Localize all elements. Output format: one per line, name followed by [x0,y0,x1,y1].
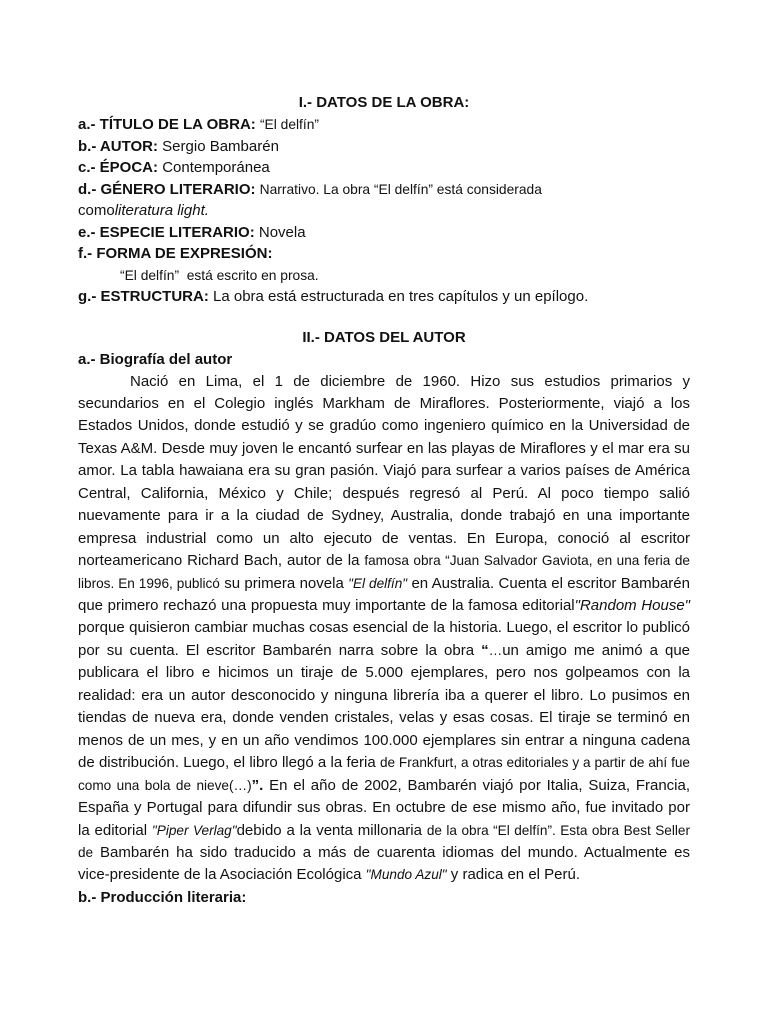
bio-text-3: su primera novela [219,574,349,592]
genero-cont-italic: literatura light. [114,202,209,219]
section-gap [78,308,690,327]
bio-text-15: debido a la venta millonaria [236,821,427,839]
bio-text-5: en Australia. Cuenta el escritor Bambarén que primero rechazó una propuesta muy importante de la famosa editorial [78,574,690,615]
autor-value: Sergio Bambarén [162,137,279,155]
bio-text-16: de la obra “El delfín”. Esta obra Best Seller de [78,822,690,861]
epoca-row [78,157,690,179]
genero-continuation [78,200,690,222]
forma-row [78,243,690,265]
especie-value: Novela [258,223,306,241]
genero-label: d.- GÉNERO LITERARIO: [78,180,256,198]
especie-row [78,222,690,244]
bio-text-13: En el año de 2002, Bambarén viajó por Italia, Suiza, Francia, España y Portugal para difundir sus obras. En octubre de ese mismo año, fue invitado por la editorial [78,776,691,839]
produccion-heading: b.- Producción literaria: [78,888,247,906]
epoca-value: Contemporánea [162,159,270,176]
bio-text-19: y radica en el Perú. [446,866,581,884]
genero-cont-prefix: como [78,202,115,219]
bio-text-7: porque quisieron cambiar muchas cosas esencial de la historia. Luego, el escritor lo publicó por su cuenta. El escritor Bambarén narra sobre la obra [78,619,690,659]
autor-label: b.- AUTOR: [78,137,158,155]
bio-text-11: de Frankfurt, a otras editoriales y a partir de ahí fue como una bola de nieve(…) [78,755,690,793]
section-1-heading: I.- DATOS DE LA OBRA: [298,94,470,111]
bio-book-title: "El delfín" [348,575,408,591]
autor-row [78,136,690,158]
genero-value: Narrativo. La obra “El delfín” está considerada [259,181,542,197]
titulo-row [78,114,690,136]
section-2-heading: II.- DATOS DEL AUTOR [302,328,466,346]
estructura-label: g.- ESTRUCTURA: [78,288,209,305]
epoca-label: c.- ÉPOCA: [78,159,159,176]
bio-close-quote: ”. [251,776,264,794]
bio-publisher-random-house: "Random House" [574,597,690,615]
estructura-row [78,286,690,308]
forma-value: “El delfín” está escrito en prosa. [120,267,319,283]
especie-label: e.- ESPECIE LITERARIO: [78,223,255,241]
bio-open-quote: “ [481,641,489,659]
forma-label: f.- FORMA DE EXPRESIÓN: [78,245,273,262]
biografia-paragraph [78,371,690,887]
bio-mundo-azul: "Mundo Azul" [365,867,447,883]
bio-text-2: famosa obra “Juan Salvador Gaviota, en una feria de libros. En 1996, publicó [78,553,690,591]
bio-text-10: un amigo me animó a que publicara el libro e hicimos un tiraje de 5.000 ejemplares, pero nos golpeamos con la realidad: era un autor desconocido y ninguna librería iba a querer el libro. Lo pusimos en tiendas de nueva era, donde venden cristales, velas y esas cosas. El tiraje se terminó en menos de un mes, y en un año vendimos 100.000 ejemplares sin entrar a ninguna cadena de distribución. Luego, el libro llegó a la feria [78,641,691,772]
titulo-value: “El delfín” [259,117,319,132]
bio-publisher-piper-verlag: "Piper Verlag" [151,822,237,838]
bio-text-1: Nació en Lima, el 1 de diciembre de 1960. Hizo sus estudios primarios y secundarios en el Colegio inglés Markham de Miraflores. Posteriormente, viajó a los Estados Unidos, donde estudió y se gradúo como ingeniero químico en la Universidad de Texas A&M. Desde muy joven le encantó surfear en las playas de Miraflores y el mar era su amor. La tabla hawaiana era su gran pasión. Viajó para surfear a varios países de América Central, California, México y Chile; después regresó al Perú. Al poco tiempo salió nuevamente para ir a la ciudad de Sydney, Australia, donde trabajó en una importante empresa industrial como un alto ejecuto de ventas. En Europa, conoció al escritor norteamericano Richard Bach, autor de la [78,372,690,570]
titulo-label: a.- TÍTULO DE LA OBRA: [78,116,256,133]
biografia-heading: a.- Biografía del autor [78,350,233,368]
bio-ellipsis: … [488,642,503,658]
genero-row [78,179,690,201]
estructura-value: La obra está estructurada en tres capítulos y un epílogo. [213,288,589,305]
bio-text-17: Bambarén ha sido traducido a más de cuarenta idiomas del mundo. Actualmente es vice-presidente de la Asociación Ecológica [78,844,690,884]
